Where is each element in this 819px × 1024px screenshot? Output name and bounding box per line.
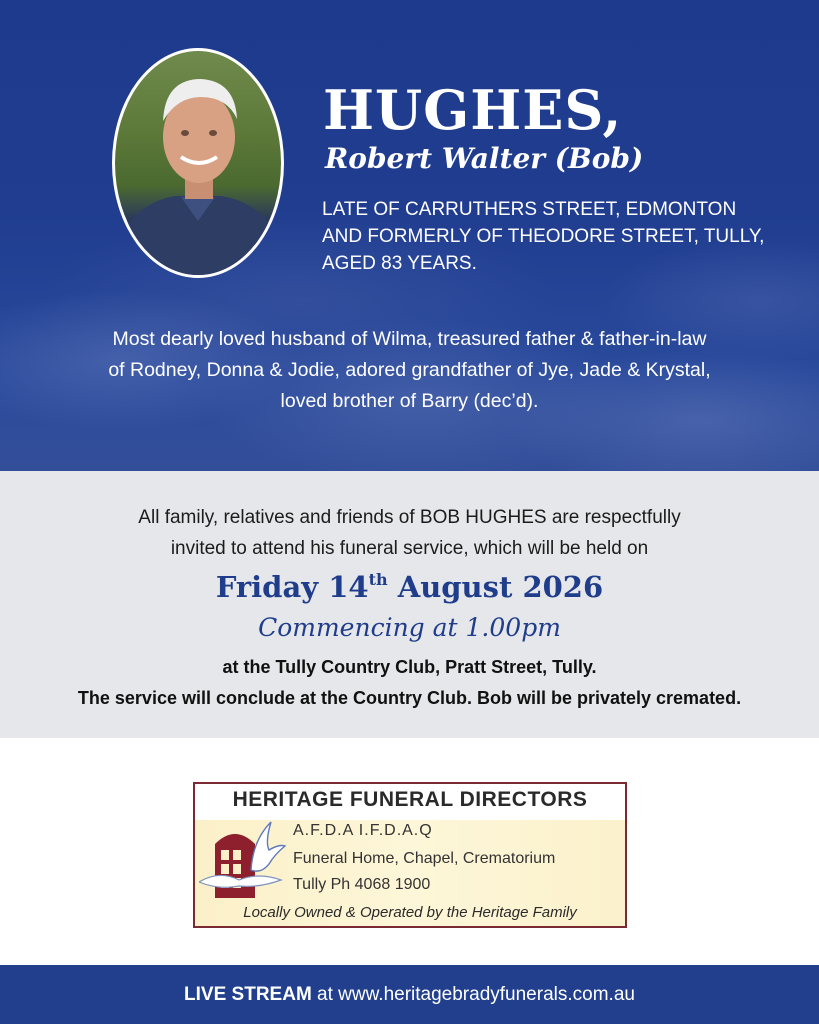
service-time: Commencing at 1.00pm — [258, 613, 561, 642]
industry-associations: A.F.D.A I.F.D.A.Q — [293, 822, 433, 839]
invitation-line: All family, relatives and friends of BOB HUGHES are respectfully — [138, 507, 681, 528]
logo-tagline: Locally Owned & Operated by the Heritage Family — [243, 904, 577, 921]
conclusion-line: The service will conclude at the Country Club. Bob will be privately cremated. — [77, 688, 742, 708]
invitation-line: invited to attend his funeral service, which will be held on — [170, 538, 649, 559]
phone-text: Tully Ph 4068 1900 — [293, 876, 431, 893]
service-date-day: Friday 14 — [215, 570, 369, 604]
livestream-link[interactable] — [0, 965, 819, 1024]
residence-line: AGED 83 YEARS. — [322, 253, 477, 274]
facilities-text: Funeral Home, Chapel, Crematorium — [293, 850, 556, 867]
residence-details — [322, 196, 802, 277]
funeral-director-logo — [193, 782, 627, 928]
residence-line: LATE OF CARRUTHERS STREET, EDMONTON — [322, 199, 737, 220]
tribute-line: loved brother of Barry (dec’d). — [280, 390, 539, 412]
livestream-label: LIVE STREAM — [184, 984, 312, 1005]
deceased-portrait — [112, 48, 284, 278]
service-date-suffix: th — [368, 570, 388, 589]
tribute-line: Most dearly loved husband of Wilma, treasured father & father-in-law — [112, 328, 707, 350]
tribute-line: of Rodney, Donna & Jodie, adored grandfather of Jye, Jade & Krystal, — [108, 359, 711, 381]
chapel-dove-emblem-icon — [199, 820, 289, 905]
surname: HUGHES, — [323, 78, 623, 142]
residence-line: AND FORMERLY OF THEODORE STREET, TULLY, — [322, 226, 765, 247]
footer-bar — [0, 965, 819, 1024]
venue-line: at the Tully Country Club, Pratt Street, Tully. — [222, 657, 597, 677]
tribute-text — [0, 324, 819, 417]
invitation-text — [0, 502, 819, 564]
header-panel — [0, 0, 819, 471]
funeral-director-name: HERITAGE FUNERAL DIRECTORS — [232, 788, 588, 811]
venue-details — [0, 652, 819, 714]
service-date-month-year: August 2026 — [387, 570, 604, 604]
full-name: Robert Walter (Bob) — [325, 142, 644, 175]
livestream-url: at www.heritagebradyfunerals.com.au — [311, 984, 635, 1005]
service-date — [0, 570, 819, 604]
